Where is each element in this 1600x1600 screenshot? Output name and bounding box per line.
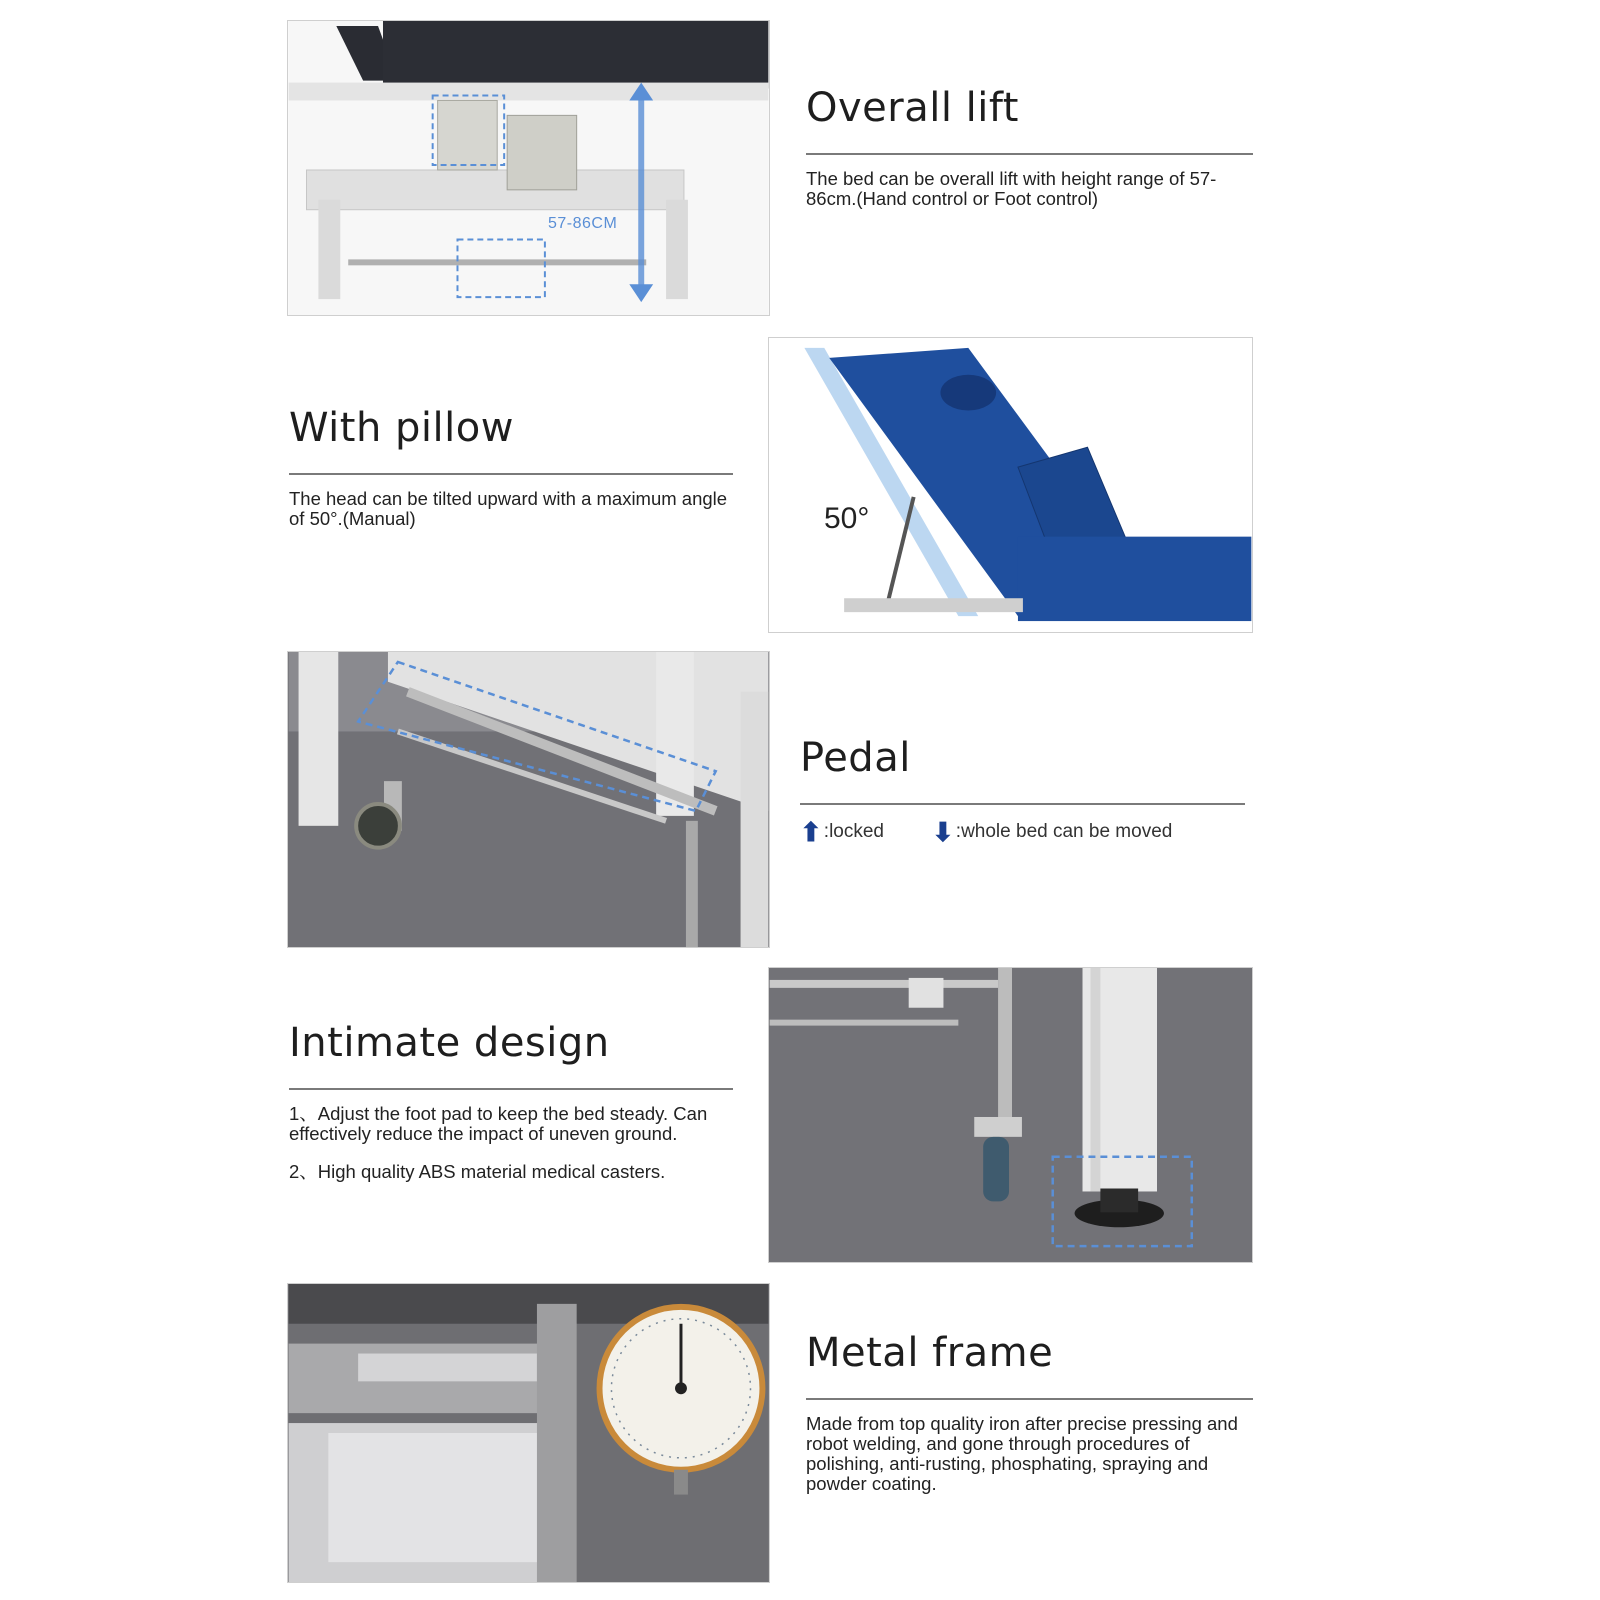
overall-lift-image-label: 57-86CM	[548, 215, 618, 232]
divider	[800, 803, 1245, 805]
overall-lift-photo	[287, 20, 770, 316]
pedal-legend	[800, 819, 1245, 845]
intimate-design-photo	[768, 967, 1253, 1263]
section-description	[289, 1104, 759, 1182]
pedal-locked-item	[800, 819, 884, 845]
section-title: With pillow	[289, 405, 514, 451]
feature-point: 2、High quality ABS material medical casters.	[289, 1161, 666, 1182]
with-pillow-photo	[768, 337, 1253, 633]
arrow-up-icon: ⬆	[800, 817, 822, 847]
divider	[289, 1088, 733, 1090]
section-description: The bed can be overall lift with height range of 57-86cm.(Hand control or Foot control)	[806, 168, 1217, 209]
pedal-photo	[287, 651, 770, 948]
angle-label: 50°	[824, 502, 870, 535]
section-description: Made from top quality iron after precise pressing and robot welding, and gone through procedures of polishing, anti-rusting, phosphating, spraying and powder coating.	[806, 1413, 1238, 1494]
pedal-movable-item	[932, 819, 1172, 845]
divider	[806, 153, 1253, 155]
pedal-movable-label: :whole bed can be moved	[955, 821, 1173, 842]
with-pillow-section	[289, 405, 733, 529]
metal-frame-photo	[287, 1283, 770, 1583]
intimate-design-section	[289, 1020, 759, 1182]
pedal-section	[800, 735, 1245, 845]
overall-lift-section	[806, 85, 1253, 209]
metal-frame-section	[806, 1330, 1253, 1494]
section-title: Intimate design	[289, 1020, 610, 1066]
section-title: Pedal	[800, 735, 911, 781]
divider	[806, 1398, 1253, 1400]
section-title: Metal frame	[806, 1330, 1054, 1376]
feature-point: 1、Adjust the foot pad to keep the bed steady. Can effectively reduce the impact of uneven ground.	[289, 1103, 708, 1144]
pedal-locked-label: :locked	[823, 821, 884, 842]
section-title: Overall lift	[806, 85, 1019, 131]
divider	[289, 473, 733, 475]
section-description: The head can be tilted upward with a maximum angle of 50°.(Manual)	[289, 488, 728, 529]
arrow-down-icon: ⬇	[932, 817, 954, 847]
